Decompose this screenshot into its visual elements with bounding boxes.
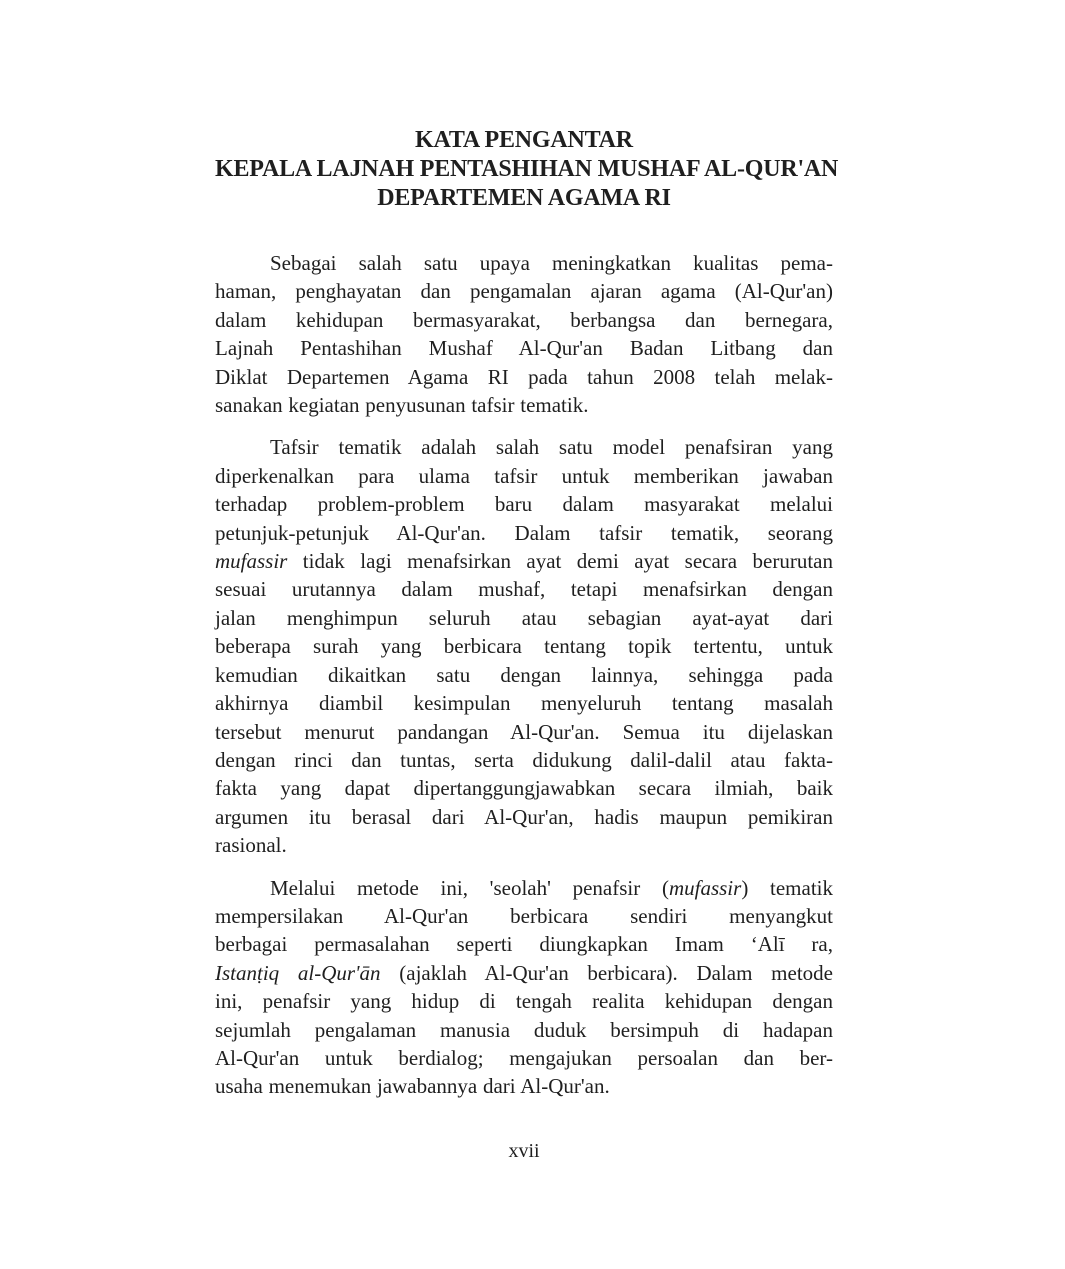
text-line	[215, 519, 833, 547]
text-segment: usaha menemukan jawabannya dari Al-Qur'an.	[215, 1074, 610, 1099]
text-segment: Tafsir tematik adalah salah satu model penafsiran yang	[270, 435, 833, 460]
text-line	[215, 803, 833, 831]
text-segment: Sebagai salah satu upaya meningkatkan kualitas pema-	[270, 251, 833, 275]
text-column	[215, 0, 839, 1165]
text-segment: (ajaklah Al-Qur'an berbicara). Dalam metode	[380, 960, 833, 985]
text-segment: tidak lagi menafsirkan ayat demi ayat secara berurutan	[287, 549, 833, 574]
italic-text-segment: Istanṭiq al-Qur'ān	[215, 960, 381, 985]
text-line	[215, 874, 833, 902]
text-line	[215, 959, 833, 987]
text-line	[215, 391, 833, 419]
text-segment: akhirnya diambil kesimpulan menyeluruh tentang masalah	[215, 691, 833, 716]
text-segment: haman, penghayatan dan pengamalan ajaran agama (Al-Qur'an)	[215, 279, 833, 304]
italic-text-segment: mufassir	[668, 875, 742, 900]
text-segment: Lajnah Pentashihan Mushaf Al-Qur'an Badan Litbang dan	[215, 336, 833, 361]
text-segment: petunjuk-petunjuk Al-Qur'an. Dalam tafsir tematik, seorang	[215, 520, 833, 545]
text-line	[215, 547, 833, 575]
paragraph	[215, 433, 833, 859]
text-line	[215, 831, 833, 859]
title-line-kata-pengantar: KATA PENGANTAR	[415, 127, 633, 153]
text-segment: argumen itu berasal dari Al-Qur'an, hadis maupun pemikiran	[215, 804, 833, 829]
text-segment: terhadap problem-problem baru dalam masyarakat melalui	[215, 492, 833, 517]
text-segment: berbagai permasalahan seperti diungkapkan Imam ‘Alī ra,	[215, 932, 833, 957]
italic-text-segment: mufassir	[215, 549, 288, 574]
document-title	[215, 126, 839, 213]
text-segment: dengan rinci dan tuntas, serta didukung dalil-dalil atau fakta-	[215, 747, 833, 772]
text-segment: dalam kehidupan bermasyarakat, berbangsa dan bernegara,	[215, 307, 833, 332]
document-body	[215, 249, 833, 1101]
text-line	[215, 1044, 833, 1072]
text-line	[215, 604, 833, 632]
text-line	[215, 930, 833, 958]
text-line	[215, 987, 833, 1015]
title-line-departemen: DEPARTEMEN AGAMA RI	[377, 185, 671, 211]
text-segment: mempersilakan Al-Qur'an berbicara sendiri menyangkut	[215, 903, 833, 928]
paragraph	[215, 874, 833, 1101]
title-line-kepala-lajnah: KEPALA LAJNAH PENTASHIHAN MUSHAF AL-QUR'AN	[215, 156, 839, 182]
text-line	[215, 433, 833, 461]
text-segment: fakta yang dapat dipertanggungjawabkan secara ilmiah, baik	[215, 776, 833, 801]
text-segment: Diklat Departemen Agama RI pada tahun 2008 telah melak-	[215, 364, 833, 389]
text-segment: rasional.	[215, 833, 287, 858]
text-line	[215, 1072, 833, 1100]
text-line	[215, 249, 833, 277]
page-number: xvii	[508, 1139, 540, 1162]
text-line	[215, 689, 833, 717]
text-line	[215, 1016, 833, 1044]
text-segment: ) tematik	[741, 875, 833, 900]
text-segment: Al-Qur'an untuk berdialog; mengajukan persoalan dan ber-	[215, 1045, 833, 1070]
text-line	[215, 306, 833, 334]
text-segment: diperkenalkan para ulama tafsir untuk memberikan jawaban	[215, 463, 833, 488]
text-segment: sesuai urutannya dalam mushaf, tetapi menafsirkan dengan	[215, 577, 833, 602]
text-segment: beberapa surah yang berbicara tentang topik tertentu, untuk	[215, 634, 833, 659]
text-segment: kemudian dikaitkan satu dengan lainnya, sehingga pada	[215, 662, 833, 687]
text-segment: jalan menghimpun seluruh atau sebagian ayat-ayat dari	[215, 605, 833, 630]
text-segment: Melalui metode ini, 'seolah' penafsir (	[270, 875, 669, 900]
text-line	[215, 363, 833, 391]
text-line	[215, 746, 833, 774]
text-line	[215, 774, 833, 802]
text-line	[215, 334, 833, 362]
paragraph	[215, 249, 833, 419]
text-segment: tersebut menurut pandangan Al-Qur'an. Semua itu dijelaskan	[215, 719, 833, 744]
text-line	[215, 902, 833, 930]
text-line	[215, 718, 833, 746]
text-line	[215, 575, 833, 603]
text-line	[215, 632, 833, 660]
text-line	[215, 462, 833, 490]
text-line	[215, 661, 833, 689]
text-line	[215, 277, 833, 305]
text-segment: sejumlah pengalaman manusia duduk bersimpuh di hadapan	[215, 1017, 833, 1042]
text-segment: sanakan kegiatan penyusunan tafsir tematik.	[215, 393, 589, 418]
text-segment: ini, penafsir yang hidup di tengah realita kehidupan dengan	[215, 989, 833, 1014]
text-line	[215, 490, 833, 518]
